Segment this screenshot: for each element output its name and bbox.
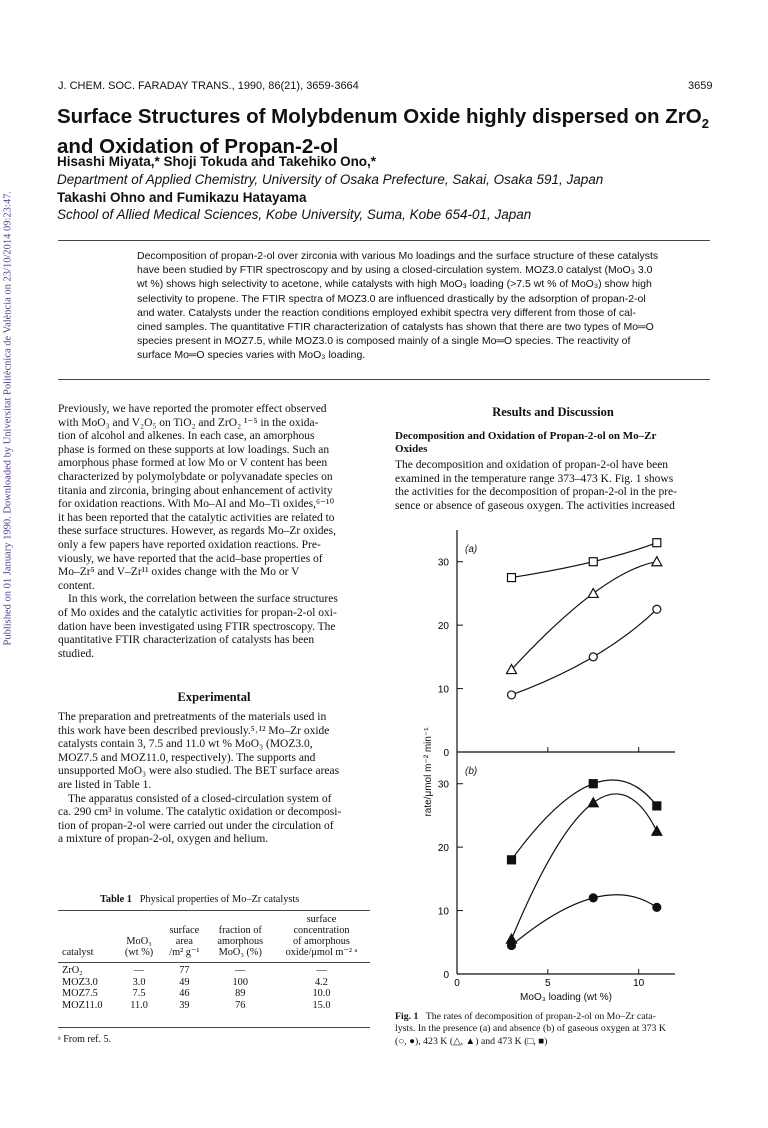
intro-line: these surface structures. However, as regards Mo–Zr oxides, — [58, 525, 336, 538]
table-cell: MOZ7.5 — [62, 988, 98, 999]
title-line-1: Surface Structures of Molybdenum Oxide highly dispersed on ZrO — [57, 105, 702, 128]
experimental-line: this work have been described previously.⁵˒¹² Mo–Zr oxide — [58, 724, 330, 737]
open-circle-marker — [589, 653, 597, 661]
abstract-line: cined samples. The quantitative FTIR characterization of catalysts has shown that there are two types of Mo═O — [137, 321, 654, 334]
title-line-2: and Oxidation of Propan-2-ol — [57, 135, 339, 159]
results-heading: Results and Discussion — [492, 405, 614, 419]
experimental-line: MOZ7.5 and MOZ11.0, respectively). The supports and — [58, 751, 316, 764]
paper-title — [57, 105, 717, 158]
results-line: examined in the temperature range 373–473 K. Fig. 1 shows — [395, 472, 674, 485]
experimental-line: ca. 290 cm³ in volume. The catalytic oxidation or decomposi- — [58, 806, 342, 819]
table-cell: 77 — [179, 965, 190, 976]
open-triangle-marker — [588, 588, 598, 597]
y-tick-label: 30 — [437, 779, 449, 791]
figure-caption — [395, 1011, 713, 1048]
table-cell: — — [316, 965, 327, 976]
intro-line: of Mo oxides and the catalytic activities for propan-2-ol oxi- — [58, 606, 337, 619]
panel-label-a: (a) — [465, 544, 478, 555]
filled-square-marker — [589, 780, 597, 788]
table-header-cell: concentration — [293, 925, 350, 936]
y-tick-label: 10 — [437, 906, 449, 918]
abstract-line: Decomposition of propan-2-ol over zirconia with various Mo loadings and the surface structure of these catalysts — [137, 250, 659, 262]
abstract-line: surface Mo═O species varies with MoO₃ loading. — [137, 349, 366, 362]
table-header-cell: fraction of — [218, 925, 262, 936]
table-cell: ZrO₂ — [62, 965, 83, 976]
filled-triangle-marker — [588, 798, 598, 807]
table-header-cell — [58, 925, 117, 936]
intro-line: amorphous phase formed at low Mo or V content has been — [58, 457, 328, 470]
download-notice: Published on 01 January 1990. Downloaded by Universitat Politècnica de València on 23/10/2014 09:23:47. — [2, 191, 14, 646]
table-header-cell — [58, 914, 117, 925]
experimental-line: tion of propan-2-ol were carried out under the circulation of — [58, 819, 334, 832]
y-tick-label: 30 — [437, 557, 449, 569]
table-cell: — — [133, 965, 145, 976]
table-cell: 76 — [235, 999, 246, 1011]
x-axis-label: MoO₃ loading (wt %) — [520, 992, 612, 1003]
table-cell: MOZ11.0 — [62, 999, 103, 1011]
open-circle-marker — [508, 691, 516, 699]
abstract-line: have been studied by FTIR spectroscopy and by using a closed-circulation system. MOZ3.0 catalyst (MoO₃ 3.0 — [137, 264, 653, 277]
experimental-line: The apparatus consisted of a closed-circulation system of — [68, 792, 332, 805]
table-row — [58, 988, 370, 1000]
series-line — [512, 780, 657, 860]
intro-line: only a few papers have reported oxidation reactions. Pre- — [58, 538, 321, 551]
open-square-marker — [508, 574, 516, 582]
intro-line: In this work, the correlation between the surface structures — [68, 593, 338, 606]
intro-line: studied. — [58, 647, 95, 660]
filled-circle-marker — [508, 941, 516, 949]
table-header-cell: of amorphous — [293, 936, 350, 947]
filled-triangle-marker — [652, 826, 662, 835]
y-tick-label: 0 — [443, 970, 449, 981]
table-header-cell: (wt %) — [124, 947, 154, 958]
series-line — [512, 794, 657, 939]
table-grid — [58, 914, 370, 1011]
table-cell: 49 — [179, 976, 190, 988]
table-header-cell: /m² g⁻¹ — [169, 947, 200, 958]
table-rule-mid — [58, 962, 370, 963]
x-tick-label: 5 — [545, 978, 551, 989]
intro-line: titania and zirconia, bringing about enhancement of activity — [58, 484, 333, 497]
results-subheading-line: Decomposition and Oxidation of Propan-2-ol on Mo–Zr — [395, 430, 657, 442]
table-cell: 15.0 — [312, 999, 331, 1011]
abstract-line: wt %) shows high selectivity to acetone, while catalysts with high MoO₃ loading (>7.5 wt % of MoO₃) show high — [137, 278, 652, 291]
table-cell: 100 — [232, 976, 248, 988]
filled-square-marker — [508, 856, 516, 864]
intro-text — [58, 403, 370, 661]
filled-circle-marker — [589, 894, 597, 902]
figure-1-chart — [395, 525, 715, 1010]
table-cell: 10.0 — [312, 988, 331, 999]
table-cell: 89 — [235, 988, 246, 999]
table-header-cell — [58, 936, 117, 947]
filled-square-marker — [653, 802, 661, 810]
y-tick-label: 10 — [437, 684, 449, 696]
intro-line: it has been reported that the catalytic activities are related to — [58, 511, 335, 524]
table-header-cell: surface — [306, 914, 337, 925]
table-header-cell: oxide/μmol m⁻² ᵃ — [285, 947, 358, 958]
intro-line: phase is formed on these supports at low loadings. Such an — [58, 443, 330, 456]
experimental-line: catalysts contain 3, 7.5 and 11.0 wt % MoO₃ (MOZ3.0, — [58, 738, 313, 751]
y-tick-label: 0 — [443, 748, 449, 759]
table-row — [58, 1000, 370, 1012]
table-cell: 7.5 — [132, 988, 146, 999]
experimental-text — [58, 711, 370, 847]
table-header-cell: catalyst — [62, 947, 94, 958]
series-line — [512, 562, 657, 670]
filled-circle-marker — [653, 903, 661, 911]
authors-group-1: Hisashi Miyata,* Shoji Tokuda and Takehiko Ono,* — [57, 154, 377, 169]
open-square-marker — [653, 539, 661, 547]
table-header-cell — [161, 914, 207, 925]
table-rule-top — [58, 910, 370, 911]
table-cell: 46 — [179, 988, 190, 999]
table-cell: 3.0 — [132, 976, 146, 988]
table-title: Physical properties of Mo–Zr catalysts — [139, 894, 300, 905]
table-cell: 39 — [179, 999, 190, 1011]
table-rule-bottom — [58, 1027, 370, 1028]
open-circle-marker — [653, 605, 661, 613]
experimental-line: The preparation and pretreatments of the materials used in — [58, 711, 327, 723]
abstract — [137, 249, 711, 363]
table-header-cell: amorphous — [217, 936, 264, 947]
intro-line: characterized by polymolybdate or polyvanadate species on — [58, 470, 333, 483]
abstract-line: and water. Catalysts under the reaction conditions employed exhibit spectra very different from those of cal- — [137, 306, 636, 319]
rule-bottom — [58, 379, 710, 380]
intro-line: quantitative FTIR characterization of catalysts has been — [58, 634, 315, 647]
table-header-cell — [208, 914, 273, 925]
rule-top — [58, 240, 710, 241]
open-triangle-marker — [652, 557, 662, 566]
table-header-cell: MoO₃ (%) — [218, 947, 262, 958]
results-subheading — [395, 430, 711, 455]
table-cell: 4.2 — [315, 976, 328, 988]
open-square-marker — [589, 558, 597, 566]
abstract-line: selectivity to propene. The FTIR spectra of MOZ3.0 are influenced drastically by the adsorption of propan-2-ol — [137, 292, 646, 305]
journal-header: J. CHEM. SOC. FARADAY TRANS., 1990, 86(21), 3659-3664 — [58, 80, 359, 92]
table-cell: — — [235, 965, 246, 976]
series-line — [512, 895, 657, 946]
table-row — [58, 965, 370, 977]
table-1 — [58, 914, 370, 1011]
experimental-heading: Experimental — [177, 690, 251, 704]
title-subscript: 2 — [701, 116, 709, 132]
table-caption — [100, 894, 299, 905]
intro-line: viously, we have reported that the acid–base properties of — [58, 552, 323, 565]
affiliation-2: School of Allied Medical Sciences, Kobe University, Suma, Kobe 654-01, Japan — [57, 207, 532, 222]
results-line: The decomposition and oxidation of propan-2-ol have been — [395, 459, 669, 471]
intro-line: content. — [58, 579, 95, 592]
x-tick-label: 0 — [454, 978, 460, 989]
table-header-cell — [117, 914, 161, 925]
figure-caption-line: lysts. In the presence (a) and absence (b) of gaseous oxygen at 373 K — [395, 1023, 666, 1035]
table-header-cell — [117, 925, 161, 936]
page-number: 3659 — [688, 80, 713, 92]
intro-line: dation have been investigated using FTIR spectroscopy. The — [58, 620, 336, 633]
table-cell: MOZ3.0 — [62, 976, 98, 988]
results-text — [395, 459, 711, 513]
table-header-cell: MoO₃ — [126, 936, 152, 947]
y-axis-label: rate/μmol m⁻² min⁻¹ — [423, 727, 434, 817]
y-tick-label: 20 — [437, 621, 449, 633]
intro-line: for oxidation reactions. With Mo–Al and Mo–Ti oxides,⁶⁻¹⁰ — [58, 498, 335, 511]
table-footnote: ᵃ From ref. 5. — [58, 1034, 112, 1045]
x-tick-label: 10 — [633, 978, 645, 989]
table-label: Table 1 — [100, 894, 132, 905]
affiliation-1: Department of Applied Chemistry, University of Osaka Prefecture, Sakai, Osaka 591, Japan — [57, 172, 604, 187]
figure-caption-line: (○, ●), 423 K (△, ▲) and 473 K (□, ■) — [395, 1035, 548, 1047]
authors-group-2: Takashi Ohno and Fumikazu Hatayama — [57, 190, 307, 205]
y-tick-label: 20 — [437, 843, 449, 855]
figure-label: Fig. 1 — [395, 1011, 419, 1022]
table-header-cell: surface — [169, 925, 200, 936]
table-cell: 11.0 — [130, 999, 148, 1011]
panel-label-b: (b) — [465, 766, 478, 777]
intro-line: tion of alcohol and alkenes. In each case, an amorphous — [58, 430, 315, 443]
series-line — [512, 543, 657, 578]
results-subheading-line: Oxides — [395, 442, 428, 455]
series-line — [512, 609, 657, 695]
intro-line: with MoO₃ and V₂O₅ on TiO₂ and ZrO₂ ¹⁻⁵ in the oxida- — [58, 416, 319, 429]
table-header-cell: area — [175, 936, 193, 947]
experimental-line: are listed in Table 1. — [58, 778, 152, 791]
intro-line: Previously, we have reported the promoter effect observed — [58, 403, 327, 415]
intro-line: Mo–Zr⁵ and V–Zr¹¹ oxides change with the Mo or V — [58, 566, 300, 579]
results-line: the activities for the decomposition of propan-2-ol in the pre- — [395, 486, 677, 499]
experimental-line: a mixture of propan-2-ol, oxygen and helium. — [58, 833, 269, 846]
table-row — [58, 977, 370, 989]
figure-caption-line: The rates of decomposition of propan-2-ol on Mo–Zr cata- — [425, 1011, 656, 1022]
experimental-line: unsupported MoO₃ were also studied. The BET surface areas — [58, 765, 340, 778]
results-line: sence or absence of gaseous oxygen. The activities increased — [395, 499, 675, 512]
abstract-line: species present in MOZ7.5, while MOZ3.0 is composed mainly of a single Mo═O species. The reactivity of — [137, 335, 631, 348]
